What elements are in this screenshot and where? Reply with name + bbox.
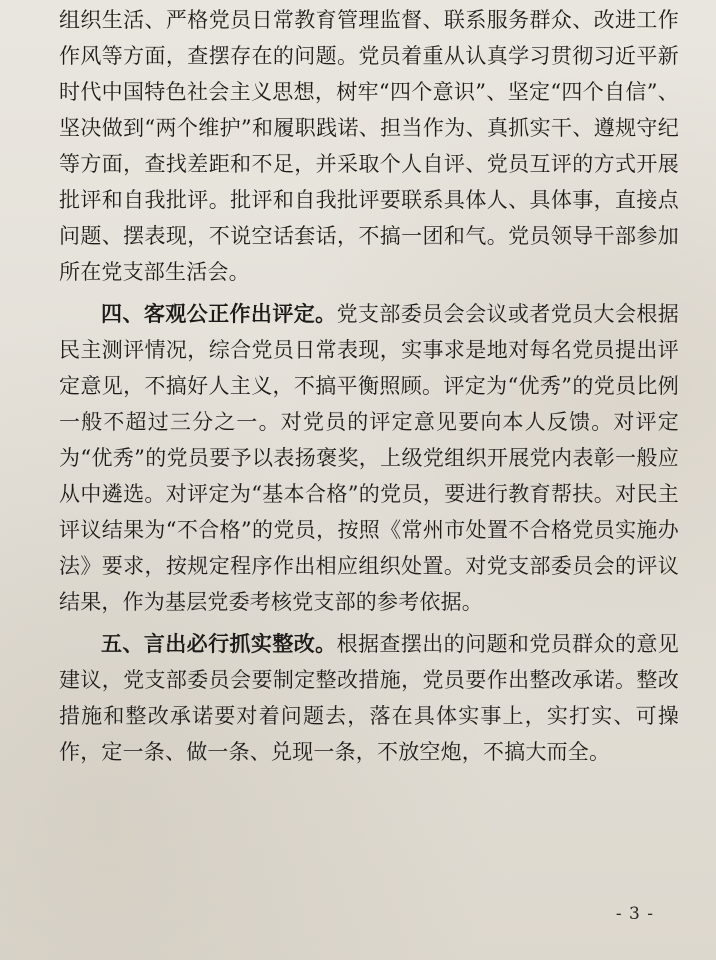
paragraph-section-5	[59, 626, 679, 770]
paragraph-section-4	[59, 296, 679, 620]
section-heading: 四、客观公正作出评定。	[101, 301, 337, 326]
page-number: - 3 -	[615, 904, 654, 924]
section-heading: 五、言出必行抓实整改。	[101, 631, 337, 656]
paragraph-continued	[59, 2, 679, 290]
paragraph-text: 根据查摆出的问题和党员群众的意见建议，党支部委员会要制定整改措施，党员要作出整改承诺。整改措施和整改承诺要对着问题去，落在具体实事上，实打实、可操作，定一条、做一条、兑现一条，不放空炮，不搞大而全。	[59, 632, 680, 764]
document-body	[59, 2, 679, 770]
paragraph-text: 组织生活、严格党员日常教育管理监督、联系服务群众、改进工作作风等方面，查摆存在的问题。党员着重从认真学习贯彻习近平新时代中国特色社会主义思想，树牢“四个意识”、坚定“四个自信”、坚决做到“两个维护”和履职践诺、担当作为、真抓实干、遵规守纪等方面，查找差距和不足，并采取个人自评、党员互评的方式开展批评和自我批评。批评和自我批评要联系具体人、具体事，直接点问题、摆表现，不说空话套话，不搞一团和气。党员领导干部参加所在党支部生活会。	[59, 8, 679, 284]
paragraph-text: 党支部委员会会议或者党员大会根据民主测评情况，综合党员日常表现，实事求是地对每名党员提出评定意见，不搞好人主义，不搞平衡照顾。评定为“优秀”的党员比例一般不超过三分之一。对党员的评定意见要向本人反馈。对评定为“优秀”的党员要予以表扬褒奖，上级党组织开展党内表彰一般应从中遴选。对评定为“基本合格”的党员，要进行教育帮扶。对民主评议结果为“不合格”的党员，按照《常州市处置不合格党员实施办法》要求，按规定程序作出相应组织处置。对党支部委员会的评议结果，作为基层党委考核党支部的参考依据。	[59, 302, 680, 614]
